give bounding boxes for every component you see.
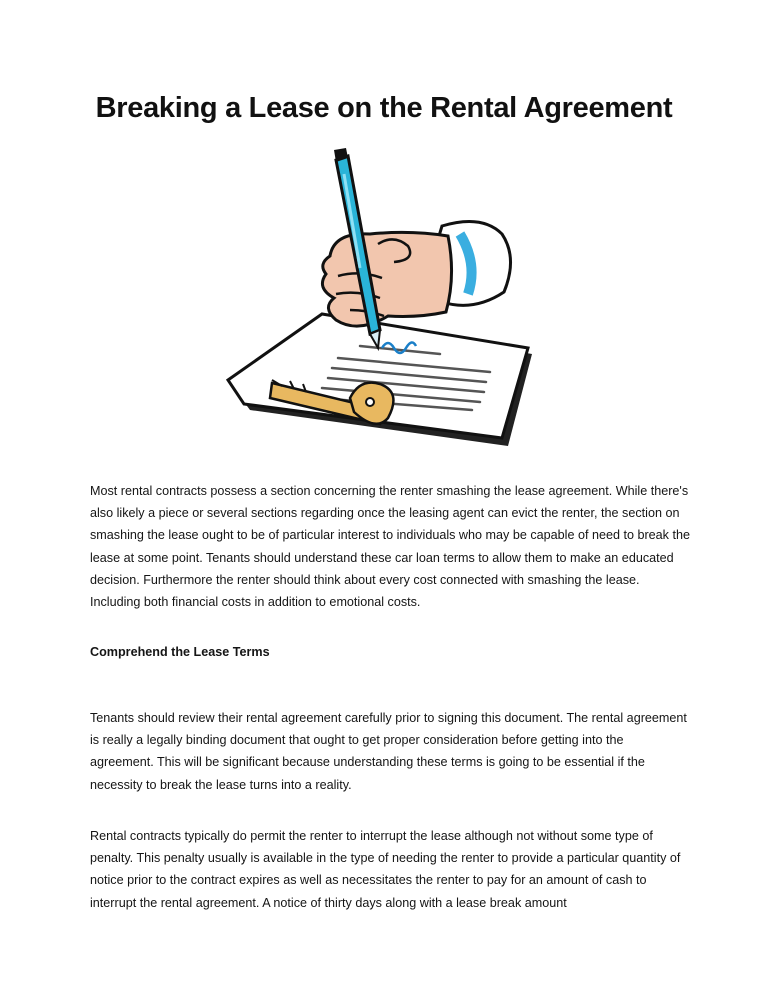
section-heading: Comprehend the Lease Terms <box>90 645 270 659</box>
hand <box>322 232 451 326</box>
document-title: Breaking a Lease on the Rental Agreement <box>95 92 673 124</box>
intro-paragraph: Most rental contracts possess a section concerning the renter smashing the lease agreement. While there's also likely a piece or several sections regarding once the leasing agent can evict the renter, the section on smashing the lease ought to be of particular interest to individuals who may be capable of need to break the lease at some point. Tenants should understand these car loan terms to allow them to make an educated decision. Furthermore the renter should think about every cost connected with smashing the lease. Including both financial costs in addition to emotional costs. <box>90 484 690 610</box>
hand-signing-document-with-key-illustration <box>210 148 540 448</box>
lease-terms-paragraph: Tenants should review their rental agreement carefully prior to signing this document. The rental agreement is really a legally binding document that ought to get proper consideration before getting into the agreement. This will be significant because understanding these terms is going to be essential if the necessity to break the lease turns into a reality. <box>90 711 687 792</box>
penalty-paragraph: Rental contracts typically do permit the renter to interrupt the lease although not without some type of penalty. This penalty usually is available in the type of needing the renter to provide a particular quantity of notice prior to the contract expires as well as necessitates the renter to pay for an amount of cash to interrupt the rental agreement. A notice of thirty days along with a lease break amount <box>90 829 681 910</box>
